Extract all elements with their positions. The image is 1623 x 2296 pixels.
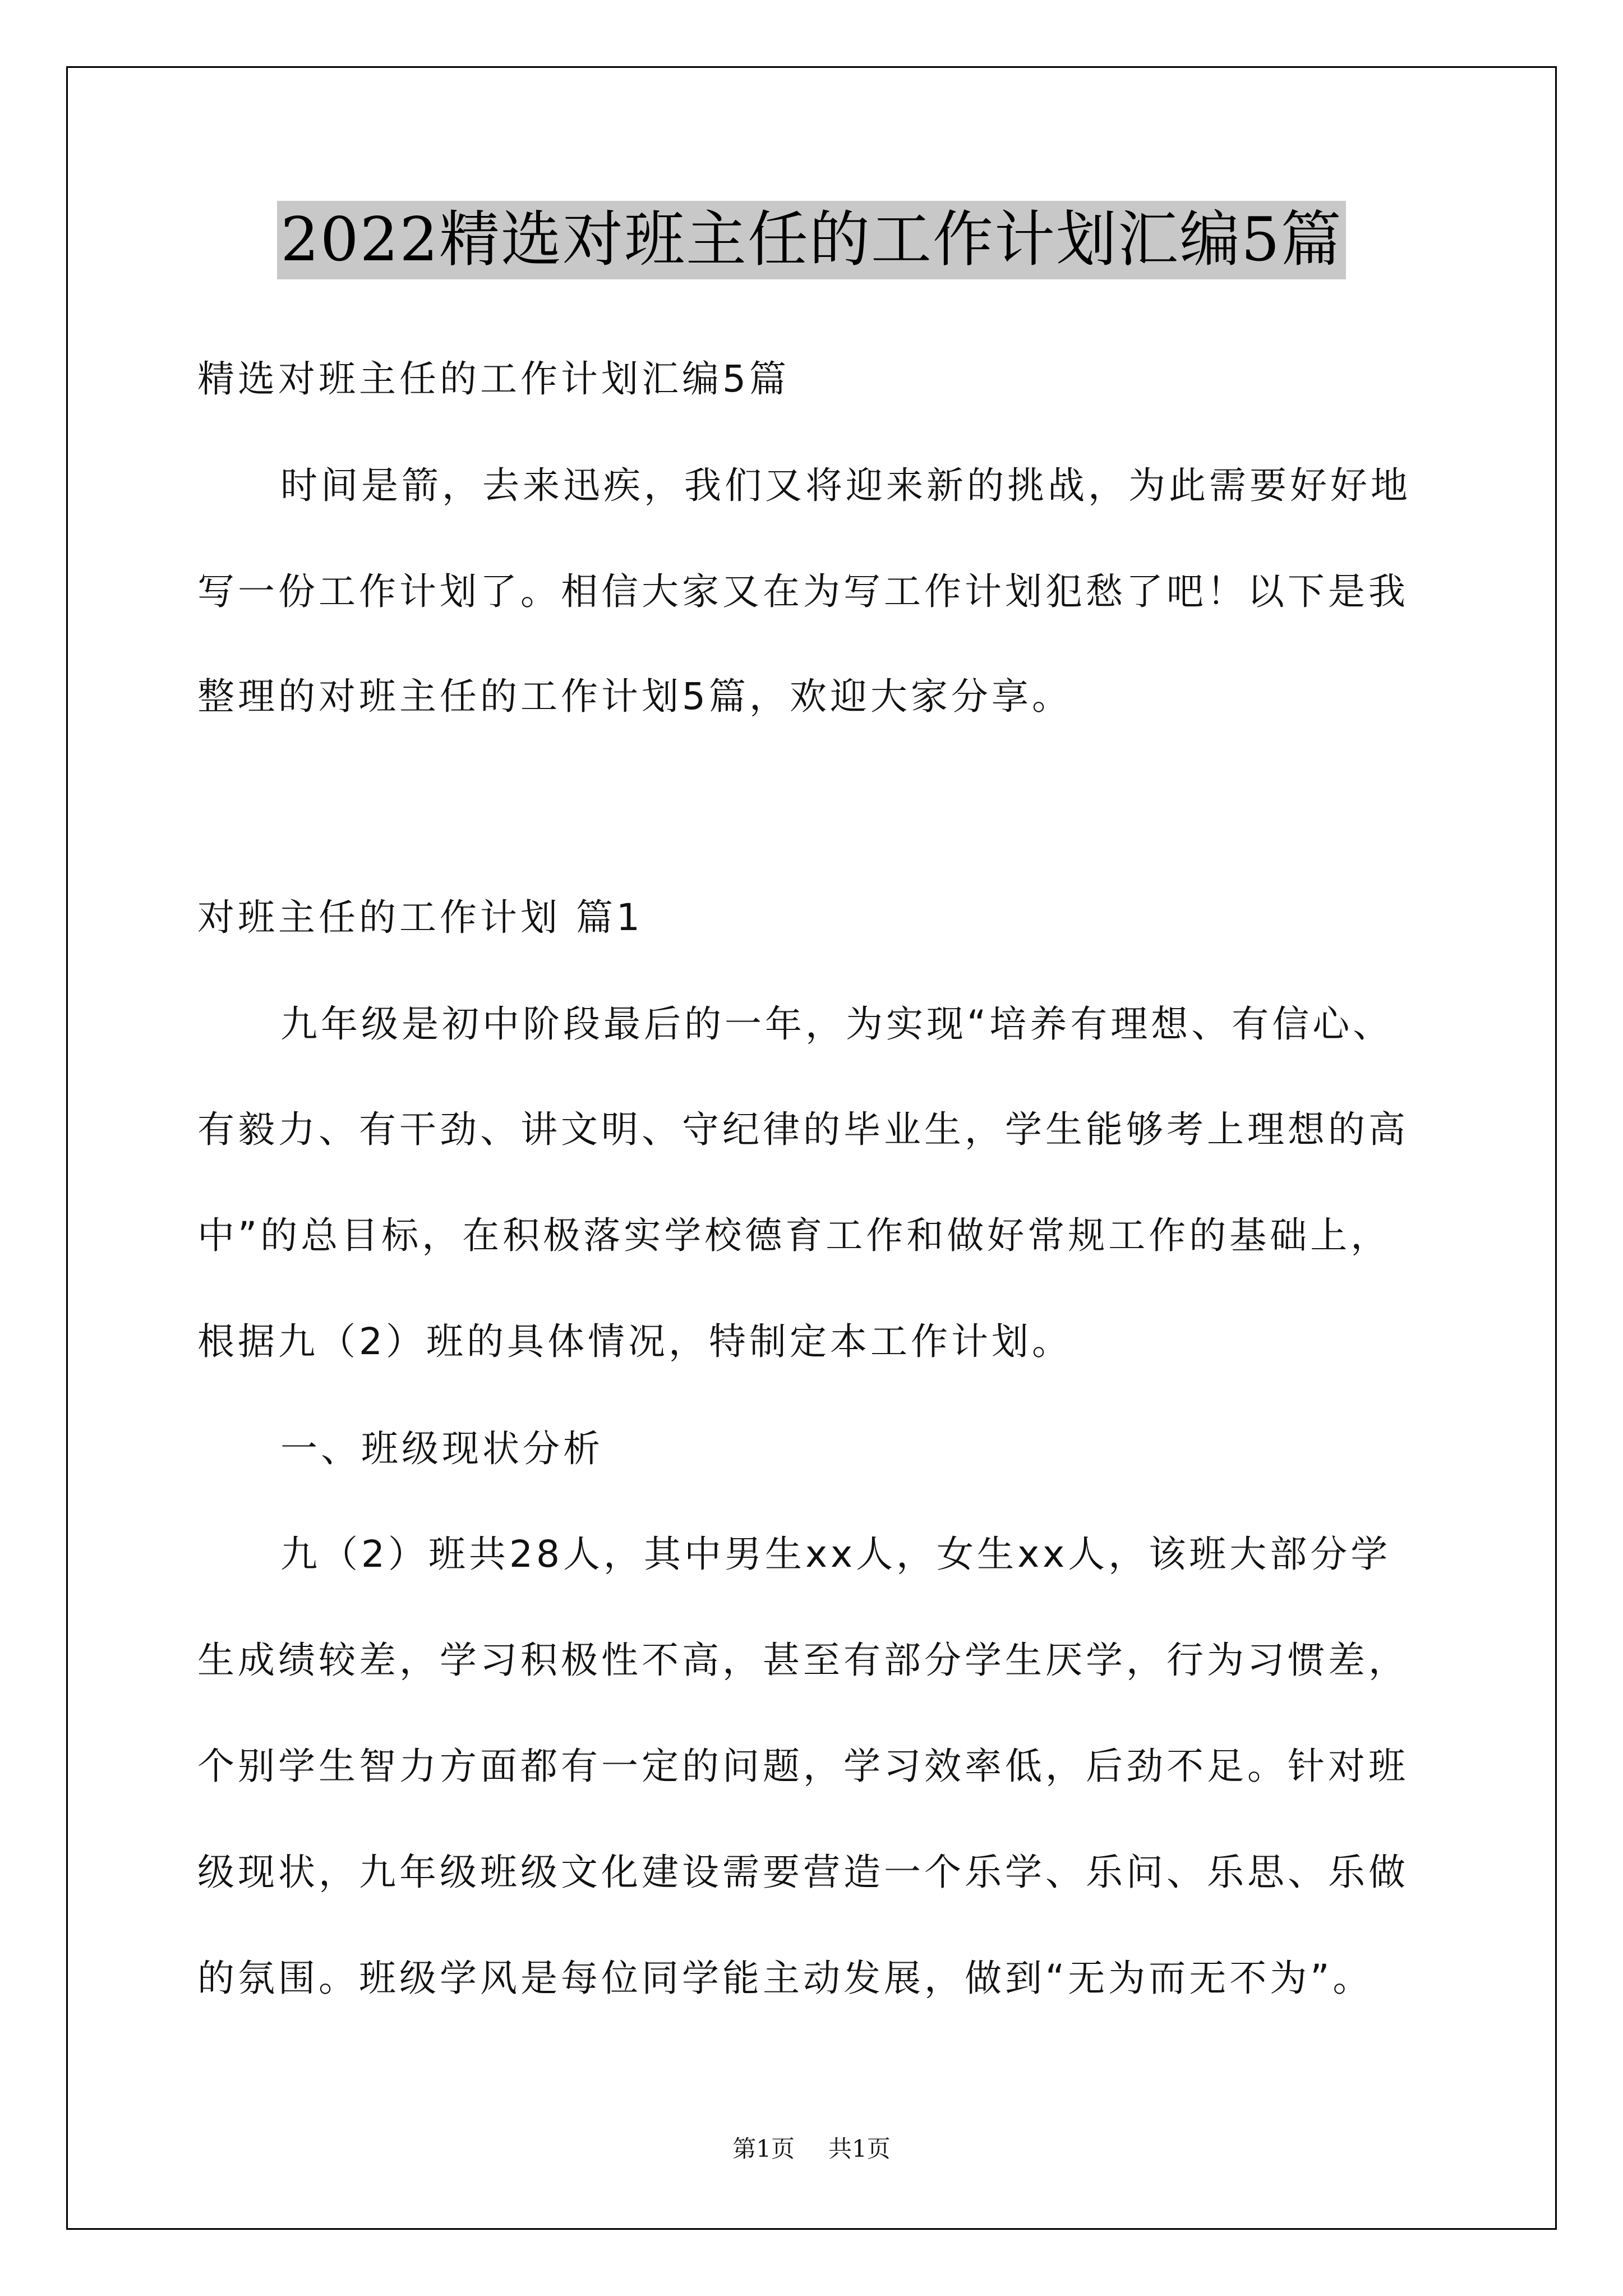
paragraph-line: 九（2）班共28人，其中男生xx人，女生xx人，该班大部分学 bbox=[280, 1533, 1391, 1576]
intro-line: 整理的对班主任的工作计划5篇，欢迎大家分享。 bbox=[197, 675, 1072, 718]
section-heading: 对班主任的工作计划 篇1 bbox=[197, 896, 643, 939]
paragraph-line: 级现状，九年级班级文化建设需要营造一个乐学、乐问、乐思、乐做 bbox=[197, 1851, 1409, 1894]
subheading: 一、班级现状分析 bbox=[280, 1427, 603, 1470]
paragraph-line: 个别学生智力方面都有一定的问题，学习效率低，后劲不足。针对班 bbox=[197, 1745, 1409, 1788]
paragraph-line: 有毅力、有干劲、讲文明、守纪律的毕业生，学生能够考上理想的高 bbox=[197, 1108, 1409, 1151]
page-total: 共1页 bbox=[828, 2135, 891, 2162]
intro-line: 写一份工作计划了。相信大家又在为写工作计划犯愁了吧！以下是我 bbox=[197, 570, 1409, 613]
page-footer bbox=[0, 2133, 1623, 2165]
page-number: 第1页 bbox=[732, 2135, 795, 2162]
paragraph-line: 中”的总目标，在积极落实学校德育工作和做好常规工作的基础上， bbox=[197, 1214, 1391, 1257]
paragraph-line: 根据九（2）班的具体情况，特制定本工作计划。 bbox=[197, 1320, 1072, 1363]
intro-line: 时间是箭，去来迅疾，我们又将迎来新的挑战，为此需要好好地 bbox=[280, 464, 1411, 507]
title-container bbox=[0, 201, 1623, 279]
document-subtitle: 精选对班主任的工作计划汇编5篇 bbox=[197, 357, 790, 401]
paragraph-line: 的氛围。班级学风是每位同学能主动发展，做到“无为而无不为”。 bbox=[197, 1957, 1373, 2000]
document-title: 2022精选对班主任的工作计划汇编5篇 bbox=[277, 201, 1346, 279]
paragraph-line: 九年级是初中阶段最后的一年，为实现“培养有理想、有信心、 bbox=[280, 1002, 1394, 1046]
paragraph-line: 生成绩较差，学习积极性不高，甚至有部分学生厌学，行为习惯差， bbox=[197, 1639, 1409, 1682]
